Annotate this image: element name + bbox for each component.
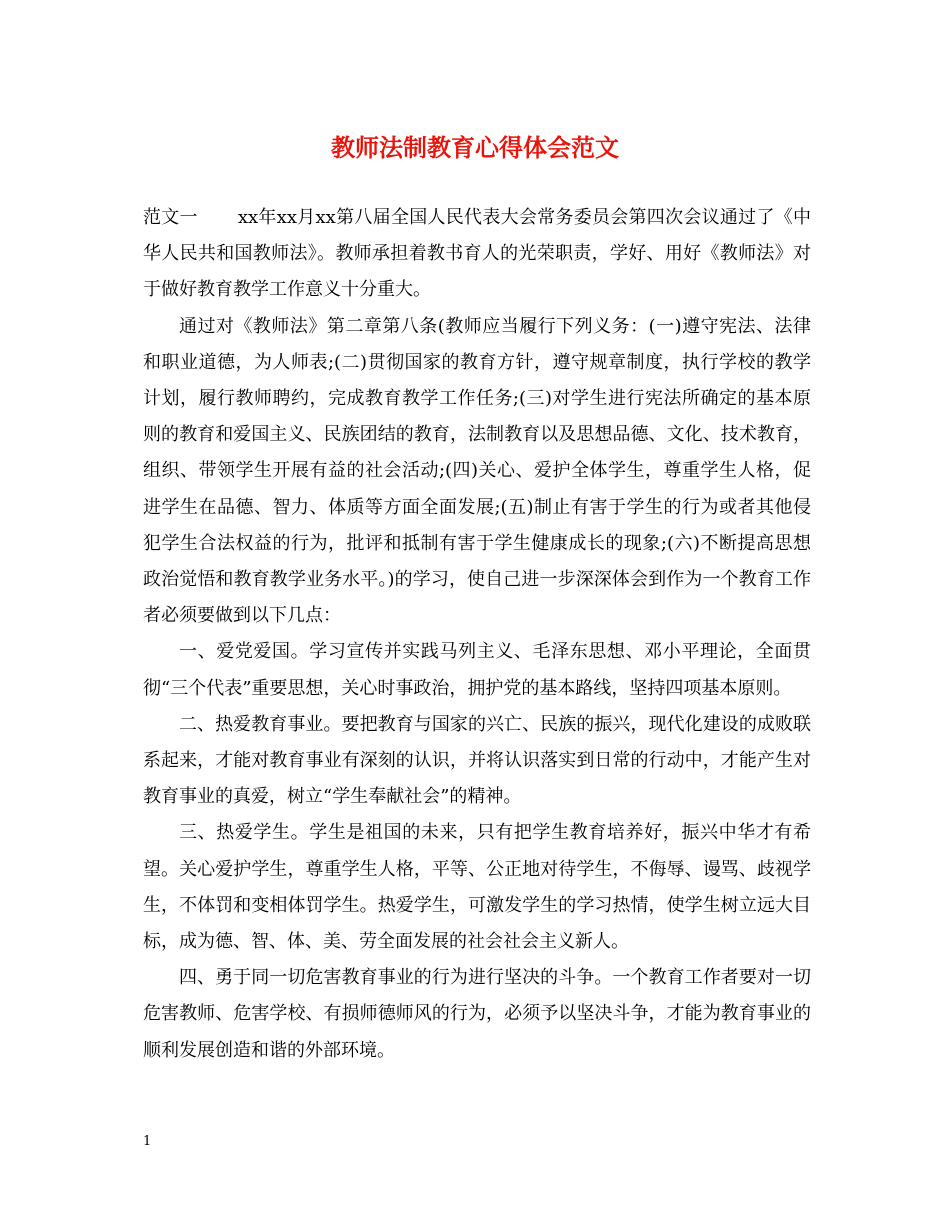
intro-label: 范文一 [143,207,198,228]
paragraph-4: 二、热爱教育事业。要把教育与国家的兴亡、民族的振兴，现代化建设的成败联系起来，才能对教育事业有深刻的认识，并将认识落实到日常的行动中，才能产生对教育事业的真爱，树立“学生奉献社会”的精神。 [143,713,811,808]
paragraph-3: 一、爱党爱国。学习宣传并实践马列主义、毛泽东思想、邓小平理论，全面贯彻“三个代表”重要思想，关心时事政治，拥护党的基本路线，坚持四项基本原则。 [143,641,811,699]
document-title: 教师法制教育心得体会范文 [331,133,619,162]
paragraph-2: 通过对《教师法》第二章第八条(教师应当履行下列义务：(一)遵守宪法、法律和职业道德，为人师表;(二)贯彻国家的教育方针，遵守规章制度，执行学校的教学计划，履行教师聘约，完成教育教学工作任务;(三)对学生进行宪法所确定的基本原则的教育和爱国主义、民族团结的教育，法制教育以及思想品德、文化、技术教育，组织、带领学生开展有益的社会活动;(四)关心、爱护全体学生，尊重学生人格，促进学生在品德、智力、体质等方面全面发展;(五)制止有害于学生的行为或者其他侵犯学生合法权益的行为，批评和抵制有害于学生健康成长的现象;(六)不断提高思想政治觉悟和教育教学业务水平。)的学习，使自己进一步深深体会到作为一个教育工作者必须要做到以下几点： [143,315,811,627]
paragraph-intro [143,200,811,309]
paragraph-6: 四、勇于同一切危害教育事业的行为进行坚决的斗争。一个教育工作者要对一切危害教师、危害学校、有损师德师风的行为，必须予以坚决斗争，才能为教育事业的顺利发展创造和谐的外部环境。 [143,967,811,1061]
document-body [143,200,811,1069]
paragraph-5: 三、热爱学生。学生是祖国的未来，只有把学生教育培养好，振兴中华才有希望。关心爱护学生，尊重学生人格，平等、公正地对待学生，不侮辱、谩骂、歧视学生，不体罚和变相体罚学生。热爱学生，可激发学生的学习热情，使学生树立远大目标，成为德、智、体、美、劳全面发展的社会社会主义新人。 [143,822,811,953]
paragraph-1-text: xx年xx月xx第八届全国人民代表大会常务委员会第四次会议通过了《中华人民共和国教师法》。教师承担着教书育人的光荣职责，学好、用好《教师法》对于做好教育教学工作意义十分重大。 [143,207,812,301]
page-number: 1 [143,1134,152,1149]
